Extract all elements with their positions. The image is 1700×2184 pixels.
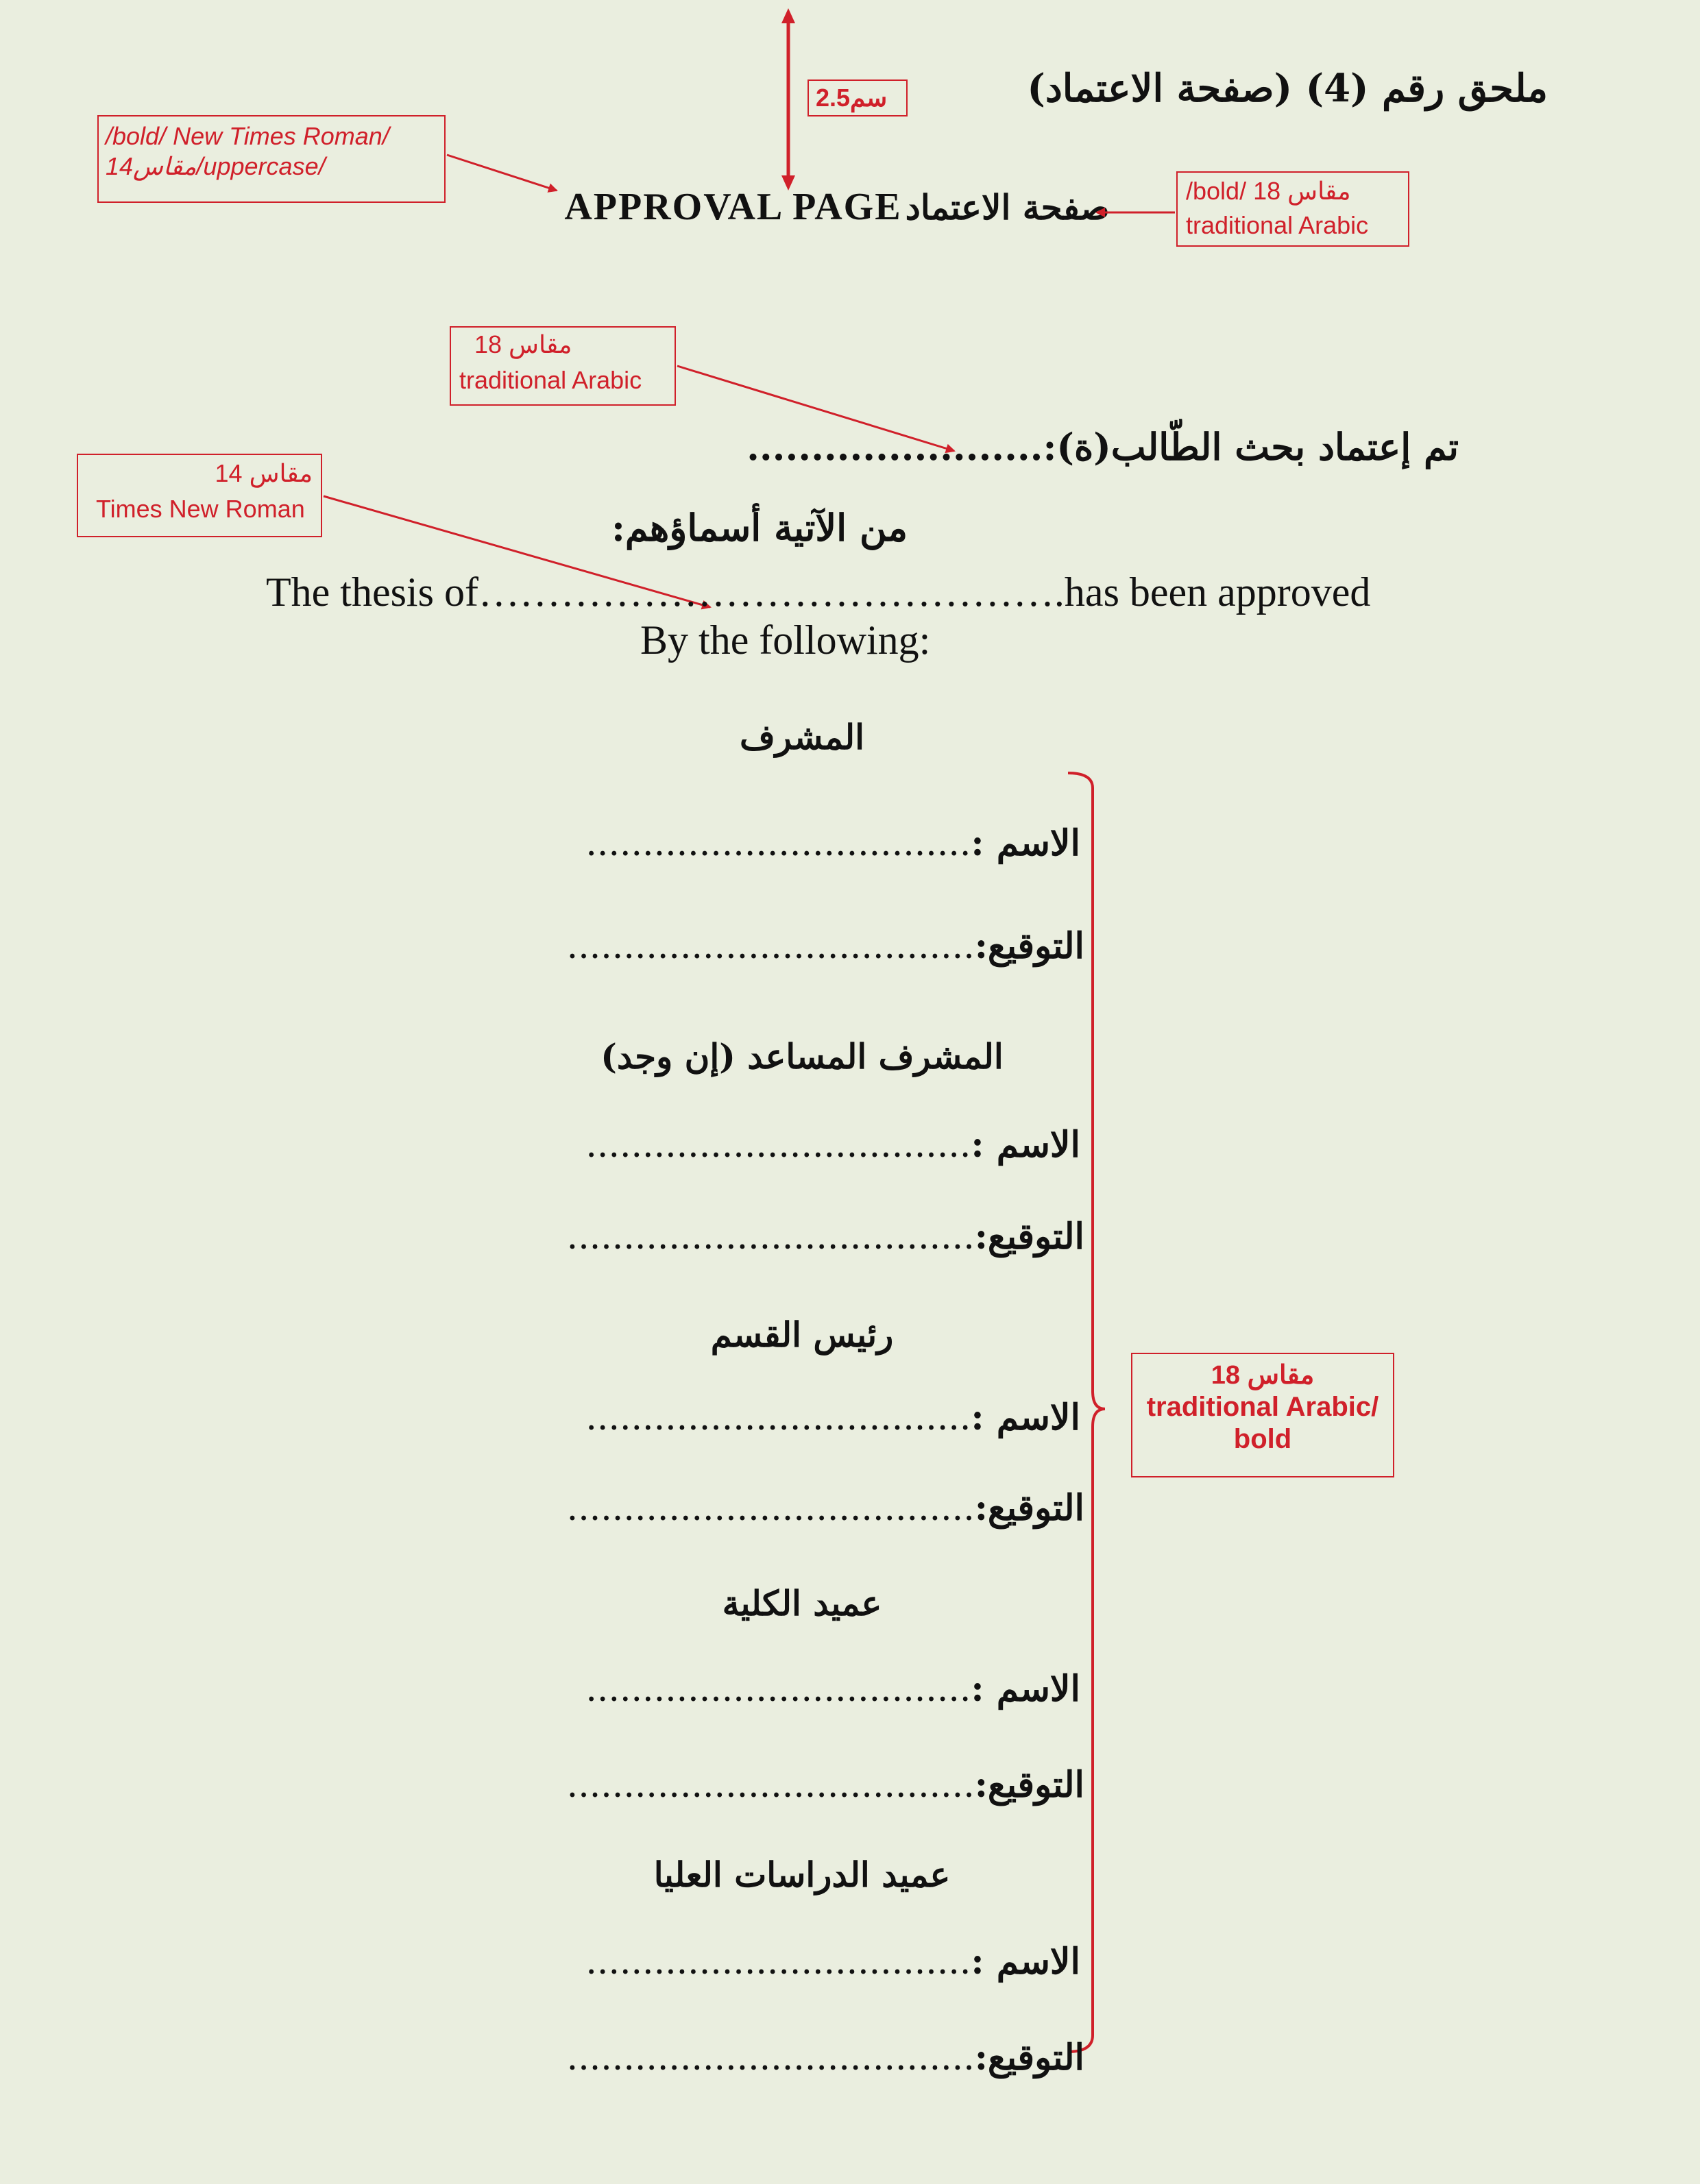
- name-label: الاسم :: [971, 1668, 1080, 1710]
- signature-field: [567, 925, 1084, 967]
- note-line: Times New Roman: [96, 495, 305, 523]
- signature-dots: ....................................: [566, 926, 975, 967]
- arabic-statement-line2: من الآتية أسماؤهم:: [611, 506, 908, 550]
- committee-heading-graduate-dean: عميد الدراسات العليا: [653, 1854, 951, 1895]
- name-field: [585, 1124, 1080, 1166]
- committee-heading-co-supervisor: المشرف المساعد (إن وجد): [600, 1036, 1004, 1077]
- signature-dots: ....................................: [566, 1765, 975, 1806]
- name-dots: ..................................: [585, 1397, 971, 1438]
- signature-field: [567, 1487, 1084, 1529]
- name-dots: ..................................: [585, 1941, 971, 1983]
- approval-title-english: APPROVAL PAGE: [564, 186, 902, 228]
- signature-label: التوقيع:: [974, 1216, 1084, 1257]
- signature-field: [567, 2037, 1084, 2078]
- note-line: مقاس 18: [474, 330, 572, 358]
- appendix-title: ملحق رقم (4) (صفحة الاعتماد): [1027, 66, 1548, 111]
- arrow-english-title: [447, 155, 557, 191]
- note-committee-style: [1131, 1353, 1394, 1477]
- note-line: traditional Arabic/: [1146, 1392, 1379, 1422]
- note-line: traditional Arabic: [459, 366, 642, 394]
- margin-label: 2.5سم: [816, 84, 888, 112]
- signature-label: التوقيع:: [974, 1764, 1084, 1806]
- name-field: [585, 1668, 1080, 1710]
- signature-label: التوقيع:: [974, 1487, 1084, 1529]
- signature-field: [567, 1764, 1084, 1806]
- approval-title-arabic: صفحة الاعتماد: [905, 187, 1110, 228]
- name-dots: ..................................: [585, 1125, 971, 1166]
- name-dots: ..................................: [585, 1669, 971, 1710]
- name-label: الاسم :: [971, 1124, 1080, 1166]
- note-line: مقاس 18: [1211, 1361, 1315, 1390]
- name-label: الاسم :: [971, 822, 1080, 864]
- name-field: [585, 1397, 1080, 1438]
- name-label: الاسم :: [971, 1397, 1080, 1438]
- name-label: الاسم :: [971, 1941, 1080, 1983]
- note-line: /bold/ 18 مقاس: [1186, 177, 1351, 205]
- note-line: traditional Arabic: [1186, 211, 1369, 239]
- signature-label: التوقيع:: [974, 2037, 1084, 2078]
- committee-heading-department-head: رئيس القسم: [710, 1314, 894, 1355]
- signature-dots: ....................................: [566, 1216, 975, 1257]
- note-line: /bold/ New Times Roman/: [106, 122, 389, 150]
- committee-heading-supervisor: المشرف: [739, 717, 865, 757]
- signature-dots: ....................................: [566, 2037, 975, 2078]
- english-statement-line2: By the following:: [640, 617, 931, 663]
- signature-field: [567, 1216, 1084, 1257]
- name-field: [585, 822, 1080, 864]
- note-line: bold: [1233, 1424, 1292, 1454]
- note-line: 14مقاس/uppercase/: [106, 152, 326, 180]
- signature-label: التوقيع:: [974, 925, 1084, 967]
- name-dots: ..................................: [585, 823, 971, 864]
- committee-heading-college-dean: عميد الكلية: [722, 1583, 882, 1623]
- name-field: [585, 1941, 1080, 1983]
- arabic-statement-line1: تم إعتماد بحث الطّالب(ة):.......................: [746, 425, 1459, 469]
- signature-dots: ....................................: [566, 1488, 975, 1529]
- note-line: مقاس 14: [215, 459, 313, 487]
- english-statement-line1: The thesis of…………………………………….has been approved: [266, 569, 1371, 615]
